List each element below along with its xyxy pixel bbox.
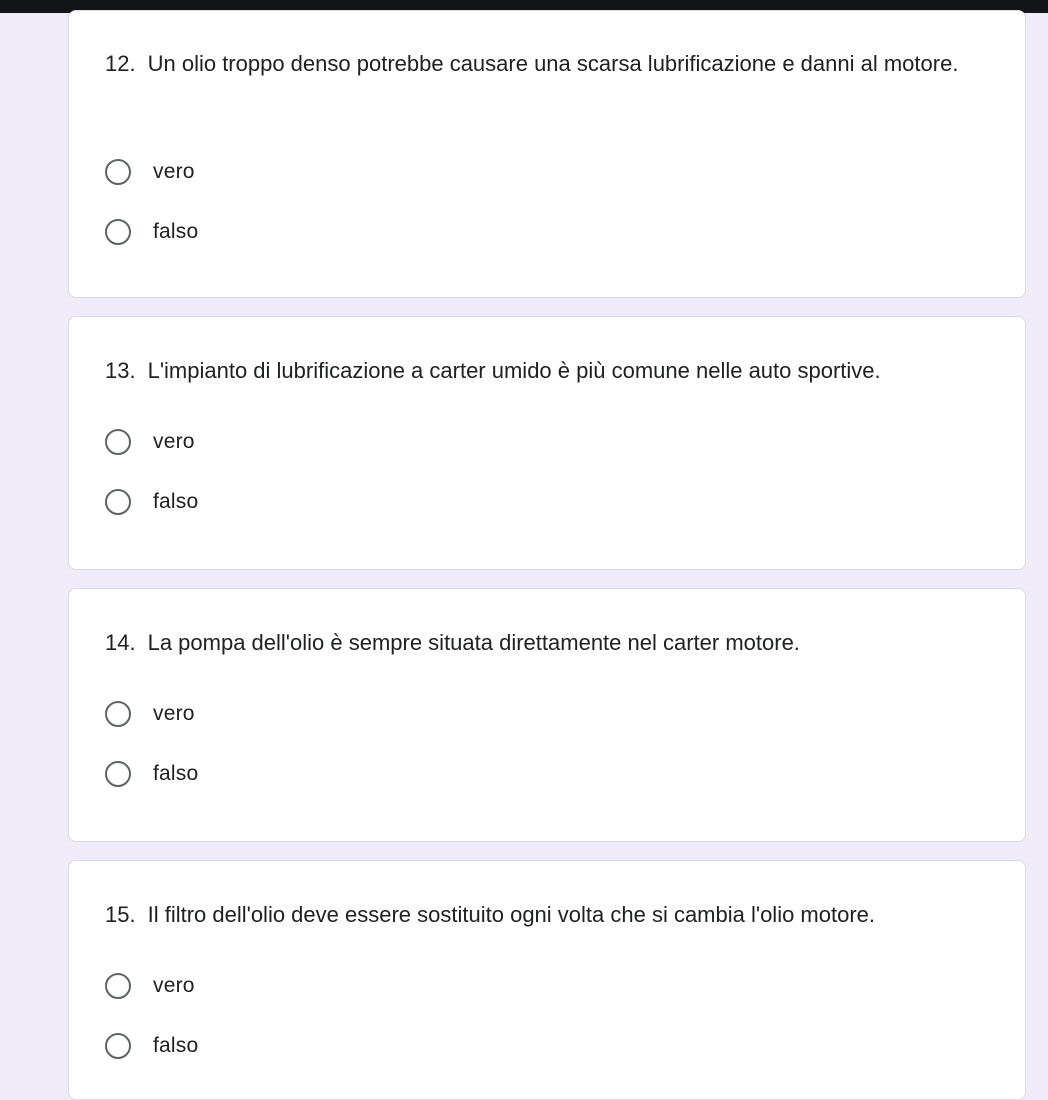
radio-unchecked-icon[interactable] <box>105 159 131 185</box>
radio-unchecked-icon[interactable] <box>105 489 131 515</box>
option-falso[interactable] <box>105 756 198 792</box>
question-title-12 <box>105 46 965 82</box>
option-vero[interactable] <box>105 696 195 732</box>
option-label: falso <box>153 490 199 513</box>
option-label: falso <box>153 220 199 243</box>
question-card-14 <box>68 588 1026 842</box>
radio-unchecked-icon[interactable] <box>105 761 131 787</box>
question-number: 14. <box>105 630 136 655</box>
option-label: vero <box>153 160 195 183</box>
question-title-13 <box>105 353 965 389</box>
option-label: vero <box>153 430 195 453</box>
option-vero[interactable] <box>105 424 195 460</box>
option-vero[interactable] <box>105 154 195 190</box>
option-falso[interactable] <box>105 484 198 520</box>
question-text: Un olio troppo denso potrebbe causare una scarsa lubrificazione e danni al motore. <box>147 51 959 76</box>
option-falso[interactable] <box>105 1028 198 1064</box>
radio-unchecked-icon[interactable] <box>105 701 131 727</box>
radio-unchecked-icon[interactable] <box>105 219 131 245</box>
question-card-15 <box>68 860 1026 1100</box>
option-label: vero <box>153 702 195 725</box>
radio-unchecked-icon[interactable] <box>105 429 131 455</box>
option-label: vero <box>153 974 195 997</box>
radio-unchecked-icon[interactable] <box>105 973 131 999</box>
question-text: La pompa dell'olio è sempre situata direttamente nel carter motore. <box>147 630 800 655</box>
option-falso[interactable] <box>105 214 198 250</box>
question-text: Il filtro dell'olio deve essere sostituito ogni volta che si cambia l'olio motore. <box>147 902 876 927</box>
option-vero[interactable] <box>105 968 195 1004</box>
question-title-15 <box>105 897 965 933</box>
option-label: falso <box>153 1034 199 1057</box>
question-title-14 <box>105 625 965 661</box>
question-card-12 <box>68 10 1026 298</box>
question-text: L'impianto di lubrificazione a carter umido è più comune nelle auto sportive. <box>147 358 881 383</box>
question-number: 13. <box>105 358 136 383</box>
question-number: 12. <box>105 51 136 76</box>
option-label: falso <box>153 762 199 785</box>
radio-unchecked-icon[interactable] <box>105 1033 131 1059</box>
question-card-13 <box>68 316 1026 570</box>
question-number: 15. <box>105 902 136 927</box>
